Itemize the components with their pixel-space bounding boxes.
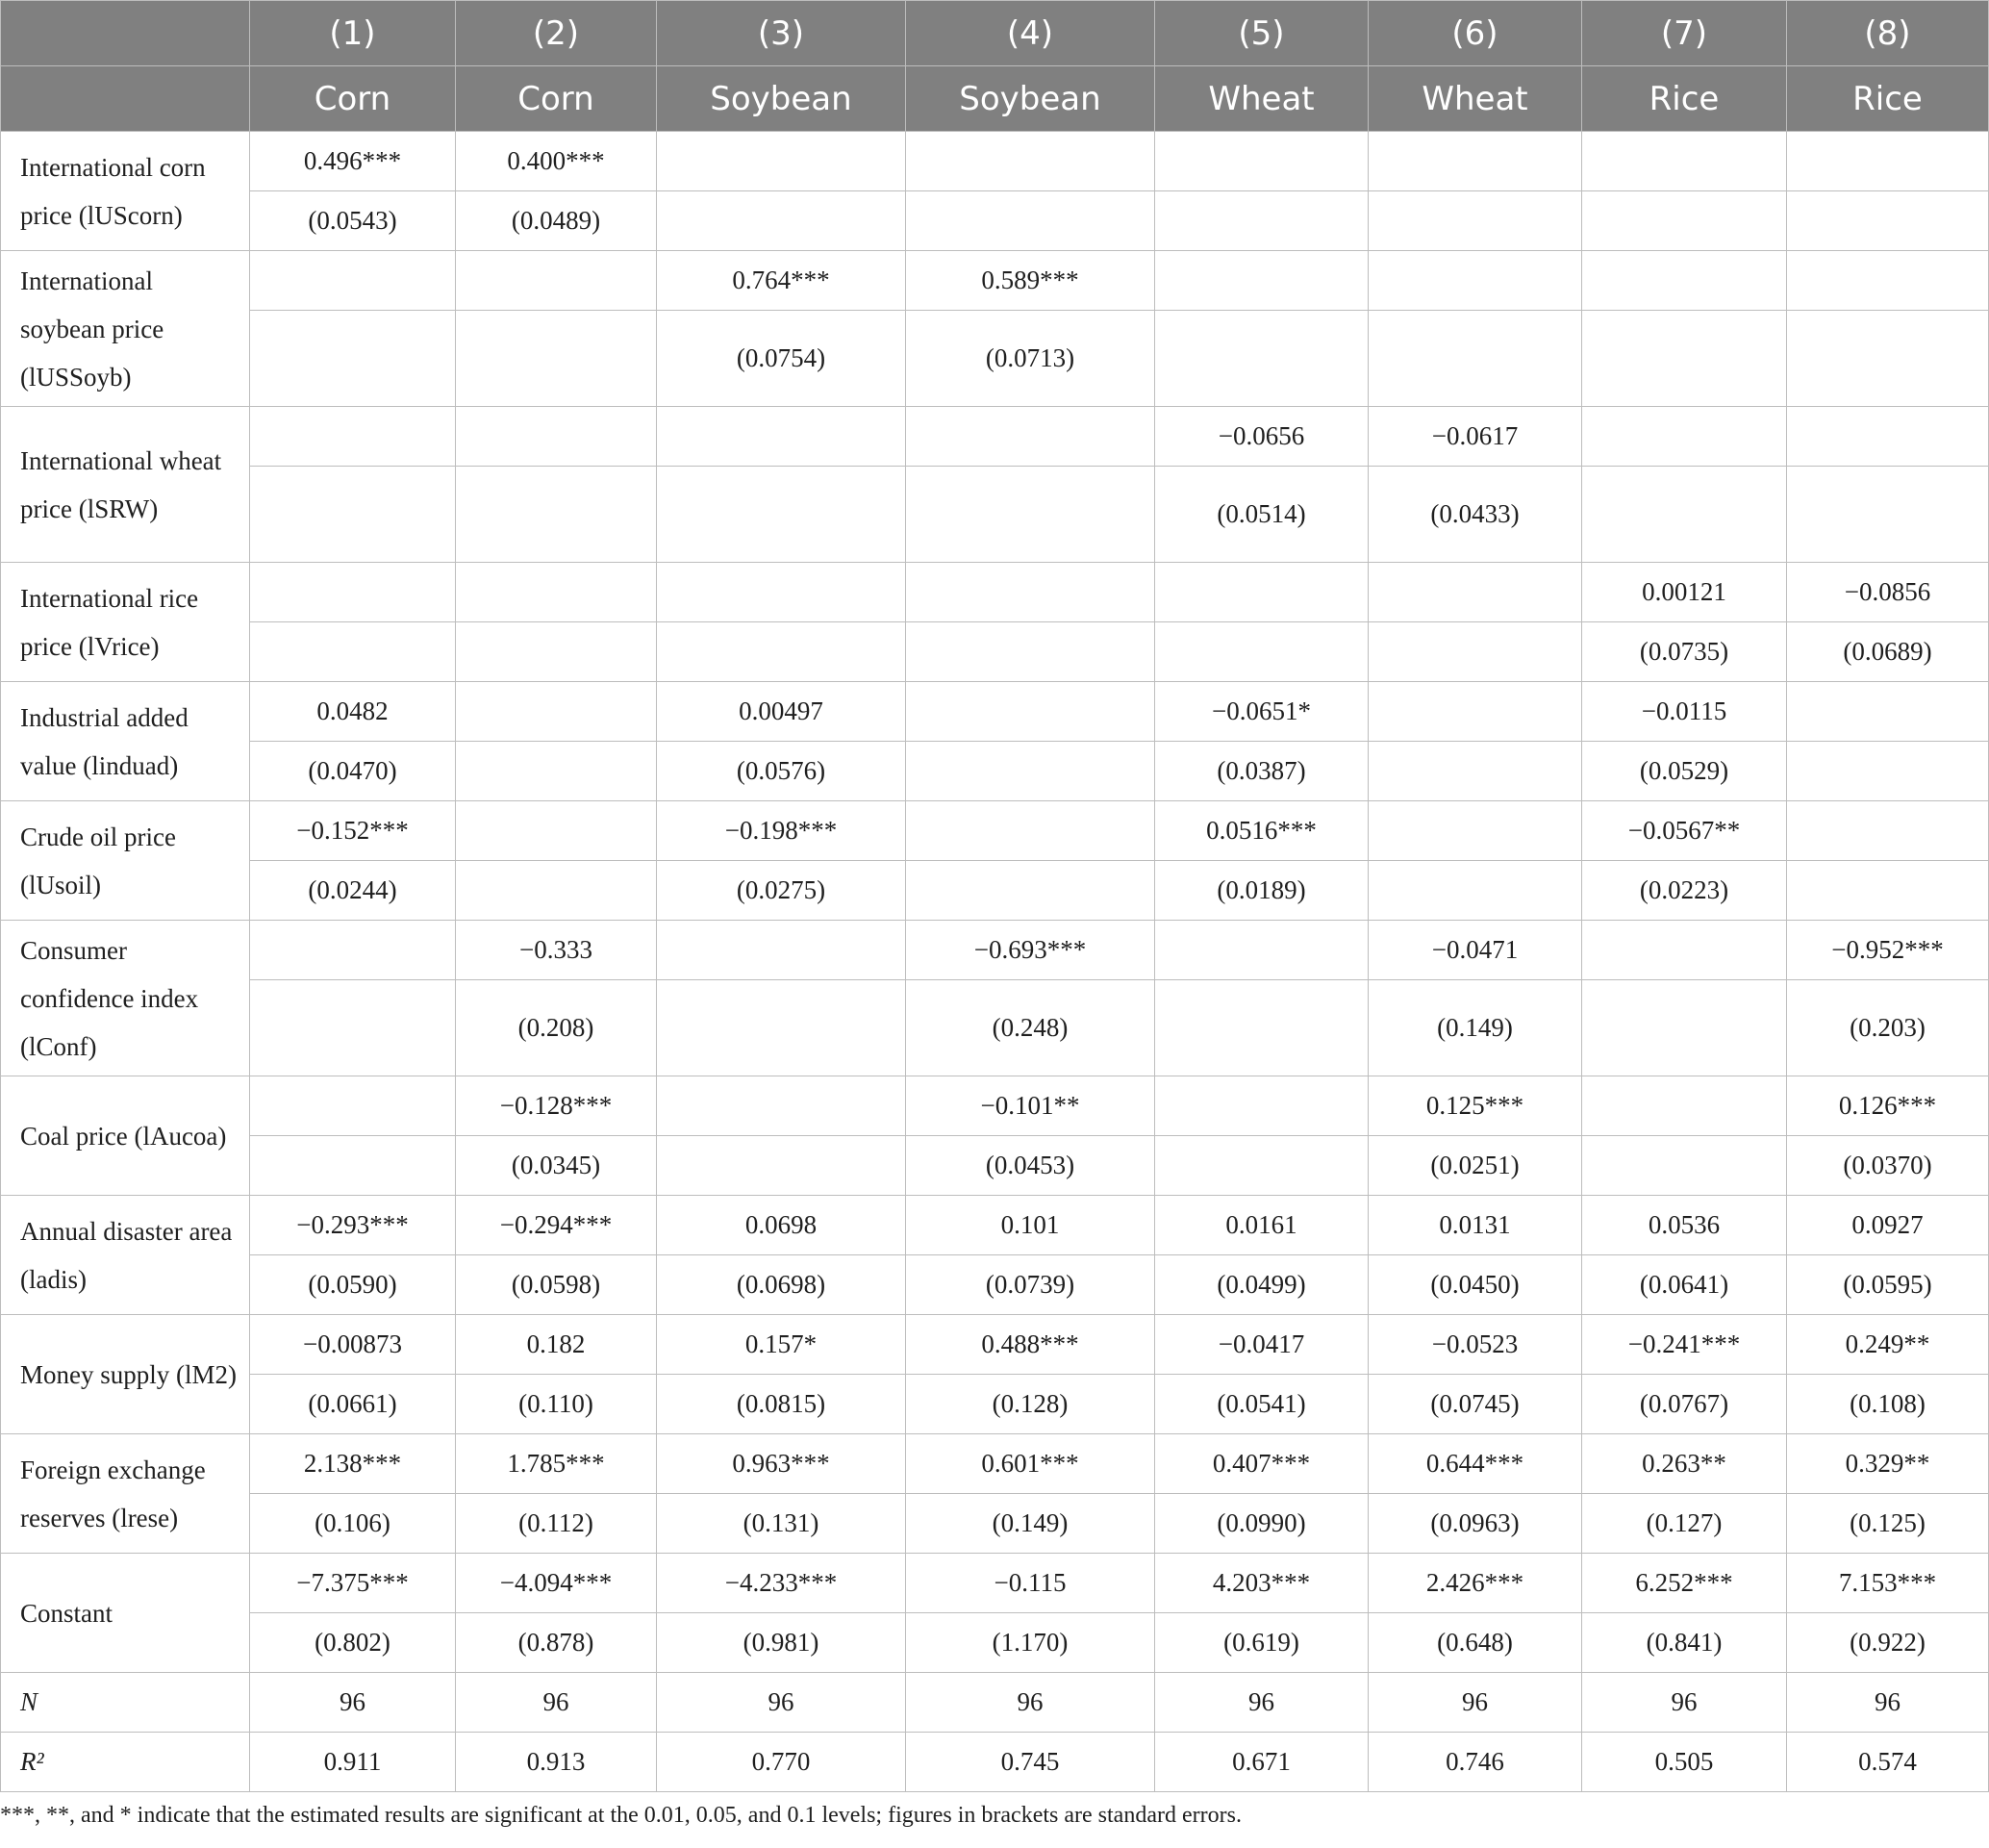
statistic-cell: 96 — [1787, 1673, 1989, 1733]
standard-error-cell: (0.0345) — [456, 1136, 657, 1196]
coefficient-cell: 0.0161 — [1155, 1196, 1369, 1255]
header-corner — [1, 1, 250, 66]
standard-error-cell: (0.0489) — [456, 191, 657, 251]
coefficient-cell — [1369, 682, 1582, 742]
table-row-coefficient — [1, 682, 1989, 742]
coefficient-cell — [456, 801, 657, 861]
coefficient-cell: −0.0471 — [1369, 921, 1582, 980]
header-row-numbers — [1, 1, 1989, 66]
standard-error-cell: (0.0698) — [657, 1255, 906, 1315]
coefficient-cell: 0.407*** — [1155, 1434, 1369, 1494]
coefficient-cell: 6.252*** — [1582, 1554, 1787, 1613]
standard-error-cell — [1155, 191, 1369, 251]
standard-error-cell — [250, 311, 456, 407]
coefficient-cell: −0.0523 — [1369, 1315, 1582, 1375]
coefficient-cell — [250, 563, 456, 622]
standard-error-cell — [1787, 861, 1989, 921]
coefficient-cell: 0.589*** — [906, 251, 1155, 311]
table-row-coefficient — [1, 1196, 1989, 1255]
coefficient-cell — [1787, 407, 1989, 467]
standard-error-cell: (0.208) — [456, 980, 657, 1076]
standard-error-cell — [456, 311, 657, 407]
standard-error-cell — [1369, 311, 1582, 407]
standard-error-cell: (0.0661) — [250, 1375, 456, 1434]
table-row-standard-error — [1, 191, 1989, 251]
coefficient-cell: −0.115 — [906, 1554, 1155, 1613]
table-row-standard-error — [1, 467, 1989, 563]
standard-error-cell — [456, 467, 657, 563]
coefficient-cell: −0.0115 — [1582, 682, 1787, 742]
table-row-coefficient — [1, 251, 1989, 311]
column-number-header: (4) — [906, 1, 1155, 66]
standard-error-cell — [1582, 191, 1787, 251]
standard-error-cell: (0.110) — [456, 1375, 657, 1434]
coefficient-cell — [456, 682, 657, 742]
column-crop-header: Soybean — [657, 66, 906, 132]
standard-error-cell: (0.0514) — [1155, 467, 1369, 563]
standard-error-cell: (0.802) — [250, 1613, 456, 1673]
standard-error-cell: (0.841) — [1582, 1613, 1787, 1673]
standard-error-cell — [906, 191, 1155, 251]
standard-error-cell — [1787, 742, 1989, 801]
standard-error-cell — [1369, 191, 1582, 251]
row-label: International soybean price (lUSSoyb) — [1, 251, 250, 407]
coefficient-cell: 0.0927 — [1787, 1196, 1989, 1255]
standard-error-cell — [1582, 980, 1787, 1076]
column-crop-header: Rice — [1787, 66, 1989, 132]
standard-error-cell: (0.108) — [1787, 1375, 1989, 1434]
standard-error-cell: (0.127) — [1582, 1494, 1787, 1554]
standard-error-cell: (0.149) — [906, 1494, 1155, 1554]
column-number-header: (3) — [657, 1, 906, 66]
statistic-label: R² — [1, 1733, 250, 1792]
coefficient-cell — [1787, 801, 1989, 861]
coefficient-cell: −0.241*** — [1582, 1315, 1787, 1375]
standard-error-cell — [1369, 861, 1582, 921]
row-label: International wheat price (lSRW) — [1, 407, 250, 563]
standard-error-cell: (0.0754) — [657, 311, 906, 407]
coefficient-cell — [906, 682, 1155, 742]
coefficient-cell — [1787, 251, 1989, 311]
row-label: Annual disaster area (ladis) — [1, 1196, 250, 1315]
column-crop-header: Wheat — [1155, 66, 1369, 132]
coefficient-cell — [1582, 407, 1787, 467]
standard-error-cell: (1.170) — [906, 1613, 1155, 1673]
row-label: Coal price (lAucoa) — [1, 1076, 250, 1196]
statistic-cell: 96 — [456, 1673, 657, 1733]
standard-error-cell — [1582, 467, 1787, 563]
standard-error-cell: (0.0387) — [1155, 742, 1369, 801]
table-row-standard-error — [1, 311, 1989, 407]
statistic-cell: 0.745 — [906, 1733, 1155, 1792]
coefficient-cell: −0.0567** — [1582, 801, 1787, 861]
coefficient-cell — [1787, 132, 1989, 191]
column-number-header: (5) — [1155, 1, 1369, 66]
coefficient-cell: −0.0651* — [1155, 682, 1369, 742]
coefficient-cell — [1155, 1076, 1369, 1136]
coefficient-cell: 0.963*** — [657, 1434, 906, 1494]
standard-error-cell: (0.0223) — [1582, 861, 1787, 921]
coefficient-cell: −0.00873 — [250, 1315, 456, 1375]
standard-error-cell: (0.0244) — [250, 861, 456, 921]
table-row-standard-error — [1, 1255, 1989, 1315]
standard-error-cell: (0.149) — [1369, 980, 1582, 1076]
statistic-cell: 96 — [1155, 1673, 1369, 1733]
coefficient-cell: 0.126*** — [1787, 1076, 1989, 1136]
coefficient-cell: −0.293*** — [250, 1196, 456, 1255]
standard-error-cell: (0.922) — [1787, 1613, 1989, 1673]
coefficient-cell: 0.0131 — [1369, 1196, 1582, 1255]
coefficient-cell: 0.125*** — [1369, 1076, 1582, 1136]
coefficient-cell — [1155, 132, 1369, 191]
coefficient-cell: −0.0417 — [1155, 1315, 1369, 1375]
coefficient-cell — [1582, 1076, 1787, 1136]
standard-error-cell: (0.106) — [250, 1494, 456, 1554]
standard-error-cell: (0.0745) — [1369, 1375, 1582, 1434]
standard-error-cell — [906, 742, 1155, 801]
standard-error-cell: (0.0251) — [1369, 1136, 1582, 1196]
coefficient-cell: 0.488*** — [906, 1315, 1155, 1375]
coefficient-cell — [1155, 921, 1369, 980]
standard-error-cell — [250, 467, 456, 563]
standard-error-cell — [1787, 467, 1989, 563]
coefficient-cell — [250, 251, 456, 311]
standard-error-cell — [250, 622, 456, 682]
standard-error-cell: (0.203) — [1787, 980, 1989, 1076]
statistic-cell: 96 — [250, 1673, 456, 1733]
standard-error-cell — [657, 467, 906, 563]
standard-error-cell: (0.0370) — [1787, 1136, 1989, 1196]
coefficient-cell — [906, 132, 1155, 191]
standard-error-cell: (0.0543) — [250, 191, 456, 251]
row-label: International rice price (lVrice) — [1, 563, 250, 682]
standard-error-cell — [456, 861, 657, 921]
standard-error-cell: (0.619) — [1155, 1613, 1369, 1673]
coefficient-cell — [1369, 132, 1582, 191]
standard-error-cell: (0.248) — [906, 980, 1155, 1076]
coefficient-cell: −0.152*** — [250, 801, 456, 861]
statistic-cell: 96 — [906, 1673, 1155, 1733]
standard-error-cell — [1155, 1136, 1369, 1196]
table-row-standard-error — [1, 1375, 1989, 1434]
standard-error-cell: (0.0713) — [906, 311, 1155, 407]
table-row-coefficient — [1, 1315, 1989, 1375]
standard-error-cell — [906, 467, 1155, 563]
standard-error-cell — [906, 622, 1155, 682]
coefficient-cell: 0.00497 — [657, 682, 906, 742]
coefficient-cell: 0.329** — [1787, 1434, 1989, 1494]
coefficient-cell: −0.128*** — [456, 1076, 657, 1136]
coefficient-cell: 4.203*** — [1155, 1554, 1369, 1613]
statistic-cell: 0.505 — [1582, 1733, 1787, 1792]
standard-error-cell: (0.0189) — [1155, 861, 1369, 921]
coefficient-cell: 0.0536 — [1582, 1196, 1787, 1255]
coefficient-cell — [657, 132, 906, 191]
standard-error-cell: (0.0275) — [657, 861, 906, 921]
coefficient-cell: −0.0856 — [1787, 563, 1989, 622]
coefficient-cell — [1369, 563, 1582, 622]
coefficient-cell — [906, 563, 1155, 622]
standard-error-cell — [250, 980, 456, 1076]
coefficient-cell: 0.400*** — [456, 132, 657, 191]
standard-error-cell — [1582, 311, 1787, 407]
standard-error-cell: (0.878) — [456, 1613, 657, 1673]
column-number-header: (7) — [1582, 1, 1787, 66]
table-row-standard-error — [1, 742, 1989, 801]
coefficient-cell: 1.785*** — [456, 1434, 657, 1494]
row-label: Money supply (lM2) — [1, 1315, 250, 1434]
standard-error-cell: (0.0689) — [1787, 622, 1989, 682]
coefficient-cell: 0.157* — [657, 1315, 906, 1375]
coefficient-cell: 0.182 — [456, 1315, 657, 1375]
standard-error-cell — [1155, 311, 1369, 407]
coefficient-cell: −4.233*** — [657, 1554, 906, 1613]
coefficient-cell: −7.375*** — [250, 1554, 456, 1613]
standard-error-cell: (0.0767) — [1582, 1375, 1787, 1434]
table-row-coefficient — [1, 801, 1989, 861]
table-row-standard-error — [1, 980, 1989, 1076]
coefficient-cell — [1582, 132, 1787, 191]
statistic-label: N — [1, 1673, 250, 1733]
statistic-cell: 0.911 — [250, 1733, 456, 1792]
column-number-header: (2) — [456, 1, 657, 66]
coefficient-cell: 0.00121 — [1582, 563, 1787, 622]
coefficient-cell: 2.426*** — [1369, 1554, 1582, 1613]
table-row-standard-error — [1, 622, 1989, 682]
coefficient-cell — [906, 801, 1155, 861]
standard-error-cell: (0.0641) — [1582, 1255, 1787, 1315]
table-row-coefficient — [1, 132, 1989, 191]
coefficient-cell: 0.249** — [1787, 1315, 1989, 1375]
standard-error-cell: (0.0541) — [1155, 1375, 1369, 1434]
standard-error-cell — [1369, 742, 1582, 801]
coefficient-cell: −0.294*** — [456, 1196, 657, 1255]
statistic-cell: 0.746 — [1369, 1733, 1582, 1792]
row-label: Foreign exchange reserves (lrese) — [1, 1434, 250, 1554]
table-footnote: ***, **, and * indicate that the estimated results are significant at the 0.01, 0.05, and 0.1 levels; figures in brackets are standard errors. — [0, 1803, 1242, 1828]
column-number-header: (8) — [1787, 1, 1989, 66]
coefficient-cell — [1582, 921, 1787, 980]
standard-error-cell — [906, 861, 1155, 921]
table-row-coefficient — [1, 407, 1989, 467]
coefficient-cell: 0.496*** — [250, 132, 456, 191]
row-label: Industrial added value (linduad) — [1, 682, 250, 801]
coefficient-cell — [250, 921, 456, 980]
statistic-cell: 96 — [1582, 1673, 1787, 1733]
row-label: Consumer confidence index (lConf) — [1, 921, 250, 1076]
coefficient-cell: 0.601*** — [906, 1434, 1155, 1494]
standard-error-cell: (0.0529) — [1582, 742, 1787, 801]
coefficient-cell — [1787, 682, 1989, 742]
row-label: International corn price (lUScorn) — [1, 132, 250, 251]
coefficient-cell — [657, 921, 906, 980]
coefficient-cell — [1582, 251, 1787, 311]
standard-error-cell — [657, 191, 906, 251]
coefficient-cell — [456, 251, 657, 311]
coefficient-cell: −4.094*** — [456, 1554, 657, 1613]
coefficient-cell: 0.0482 — [250, 682, 456, 742]
column-crop-header: Rice — [1582, 66, 1787, 132]
table-body — [1, 132, 1989, 1792]
standard-error-cell: (0.0453) — [906, 1136, 1155, 1196]
column-crop-header: Corn — [250, 66, 456, 132]
standard-error-cell: (0.0598) — [456, 1255, 657, 1315]
coefficient-cell — [456, 407, 657, 467]
table-row-statistic — [1, 1673, 1989, 1733]
standard-error-cell: (0.0590) — [250, 1255, 456, 1315]
coefficient-cell — [1369, 801, 1582, 861]
coefficient-cell — [456, 563, 657, 622]
standard-error-cell: (0.0433) — [1369, 467, 1582, 563]
column-crop-header: Corn — [456, 66, 657, 132]
standard-error-cell — [1369, 622, 1582, 682]
coefficient-cell: −0.952*** — [1787, 921, 1989, 980]
standard-error-cell: (0.0735) — [1582, 622, 1787, 682]
table-row-standard-error — [1, 1136, 1989, 1196]
coefficient-cell — [1155, 251, 1369, 311]
standard-error-cell — [1787, 191, 1989, 251]
coefficient-cell: 0.101 — [906, 1196, 1155, 1255]
standard-error-cell: (0.125) — [1787, 1494, 1989, 1554]
standard-error-cell: (0.0990) — [1155, 1494, 1369, 1554]
table-row-coefficient — [1, 921, 1989, 980]
statistic-cell: 96 — [1369, 1673, 1582, 1733]
table-row-statistic — [1, 1733, 1989, 1792]
header-row-crops — [1, 66, 1989, 132]
statistic-cell: 0.574 — [1787, 1733, 1989, 1792]
table-row-coefficient — [1, 563, 1989, 622]
standard-error-cell: (0.648) — [1369, 1613, 1582, 1673]
row-label: Crude oil price (lUsoil) — [1, 801, 250, 921]
standard-error-cell: (0.0739) — [906, 1255, 1155, 1315]
standard-error-cell: (0.0815) — [657, 1375, 906, 1434]
coefficient-cell: 2.138*** — [250, 1434, 456, 1494]
standard-error-cell — [250, 1136, 456, 1196]
column-crop-header: Soybean — [906, 66, 1155, 132]
standard-error-cell: (0.112) — [456, 1494, 657, 1554]
standard-error-cell: (0.0499) — [1155, 1255, 1369, 1315]
coefficient-cell: 0.0698 — [657, 1196, 906, 1255]
coefficient-cell — [906, 407, 1155, 467]
coefficient-cell — [657, 407, 906, 467]
standard-error-cell — [456, 742, 657, 801]
standard-error-cell — [657, 1136, 906, 1196]
standard-error-cell: (0.0576) — [657, 742, 906, 801]
coefficient-cell: 0.0516*** — [1155, 801, 1369, 861]
coefficient-cell — [657, 563, 906, 622]
coefficient-cell — [250, 1076, 456, 1136]
standard-error-cell — [1787, 311, 1989, 407]
statistic-cell: 96 — [657, 1673, 906, 1733]
coefficient-cell: −0.198*** — [657, 801, 906, 861]
coefficient-cell: 0.764*** — [657, 251, 906, 311]
coefficient-cell — [1155, 563, 1369, 622]
column-number-header: (6) — [1369, 1, 1582, 66]
coefficient-cell: 0.644*** — [1369, 1434, 1582, 1494]
table-row-standard-error — [1, 861, 1989, 921]
standard-error-cell — [657, 980, 906, 1076]
standard-error-cell — [1155, 980, 1369, 1076]
header-corner — [1, 66, 250, 132]
standard-error-cell — [456, 622, 657, 682]
table-row-coefficient — [1, 1076, 1989, 1136]
coefficient-cell — [657, 1076, 906, 1136]
standard-error-cell: (0.131) — [657, 1494, 906, 1554]
column-number-header: (1) — [250, 1, 456, 66]
standard-error-cell — [1582, 1136, 1787, 1196]
table-row-coefficient — [1, 1434, 1989, 1494]
table-row-coefficient — [1, 1554, 1989, 1613]
coefficient-cell: −0.0617 — [1369, 407, 1582, 467]
coefficient-cell: −0.0656 — [1155, 407, 1369, 467]
standard-error-cell: (0.0450) — [1369, 1255, 1582, 1315]
coefficient-cell — [1369, 251, 1582, 311]
standard-error-cell: (0.0963) — [1369, 1494, 1582, 1554]
standard-error-cell — [657, 622, 906, 682]
standard-error-cell: (0.0470) — [250, 742, 456, 801]
table-row-standard-error — [1, 1494, 1989, 1554]
coefficient-cell: −0.693*** — [906, 921, 1155, 980]
standard-error-cell: (0.0595) — [1787, 1255, 1989, 1315]
statistic-cell: 0.671 — [1155, 1733, 1369, 1792]
table-row-standard-error — [1, 1613, 1989, 1673]
row-label: Constant — [1, 1554, 250, 1673]
column-crop-header: Wheat — [1369, 66, 1582, 132]
coefficient-cell — [250, 407, 456, 467]
coefficient-cell: 0.263** — [1582, 1434, 1787, 1494]
statistic-cell: 0.913 — [456, 1733, 657, 1792]
coefficient-cell: −0.333 — [456, 921, 657, 980]
statistic-cell: 0.770 — [657, 1733, 906, 1792]
standard-error-cell: (0.128) — [906, 1375, 1155, 1434]
coefficient-cell: −0.101** — [906, 1076, 1155, 1136]
coefficient-cell: 7.153*** — [1787, 1554, 1989, 1613]
standard-error-cell — [1155, 622, 1369, 682]
standard-error-cell: (0.981) — [657, 1613, 906, 1673]
